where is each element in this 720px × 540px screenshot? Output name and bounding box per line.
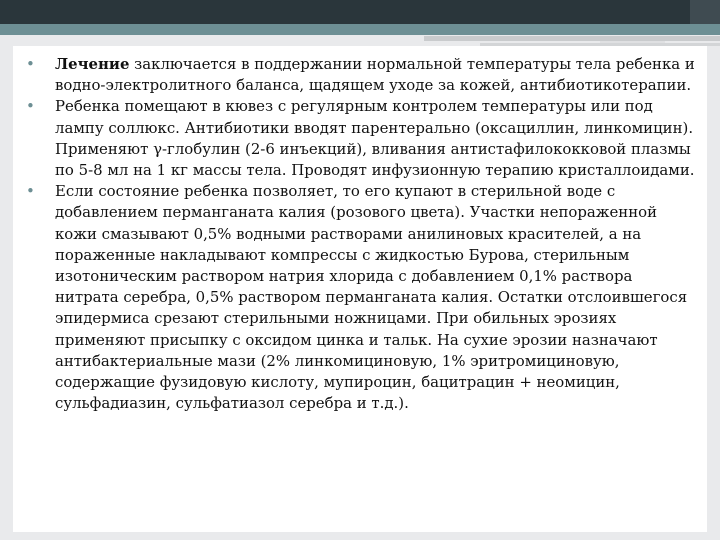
decorative-rule (424, 36, 720, 41)
header-band (0, 0, 720, 24)
bullet-icon: • (26, 182, 35, 201)
bullet-icon: • (26, 55, 35, 73)
bullet-text: заключается в поддержании нормальной температуры тела ребенка и водно-электролитного баланса, щадящем уходе за кожей, антибиотикотерапии. (55, 55, 695, 95)
slide-body (22, 54, 700, 414)
header-accent (690, 0, 720, 24)
bullet-item (22, 181, 700, 414)
bullet-text: Если состояние ребенка позволяет, то его купают в стерильной воде с добавлением перманганата калия (розового цвета). Участки непораженной кожи смазывают 0,5% водными растворами анилиновых красителей, а на пораженные накладывают компрессы с жидкостью Бурова, стерильным изотоническим раствором натрия хлорида с добавлением 0,1% раствора нитрата серебра, 0,5% раствором перманганата калия. Остатки отслоившегося эпидермиса срезают стерильными ножницами. При обильных эрозиях применяют присыпку с оксидом цинка и тальк. На сухие эрозии назначают антибактериальные мази (2% линкомициновую, 1% эритромициновую, содержащие фузидовую кислоту, мупироцин, бацитрацин + неомицин, сульфадиазин, сульфатиазол серебра и т.д.). (55, 182, 688, 413)
bullet-item (22, 96, 700, 181)
bullet-lead: Лечение (55, 55, 130, 73)
bullet-item (22, 54, 700, 96)
bullet-icon: • (26, 97, 35, 116)
bullet-list (22, 54, 700, 414)
decorative-rule (600, 41, 665, 43)
accent-band (0, 24, 720, 35)
bullet-text: Ребенка помещают в кювез с регулярным контролем температуры или под лампу соллюкс. Антибиотики вводят парентерально (оксациллин, линкомицин). Применяют γ-глобулин (2-6 инъекций), вливания антистафилококковой плазмы по 5-8 мл на 1 кг массы тела. Проводят инфузионную терапию кристаллоидами. (55, 97, 695, 180)
